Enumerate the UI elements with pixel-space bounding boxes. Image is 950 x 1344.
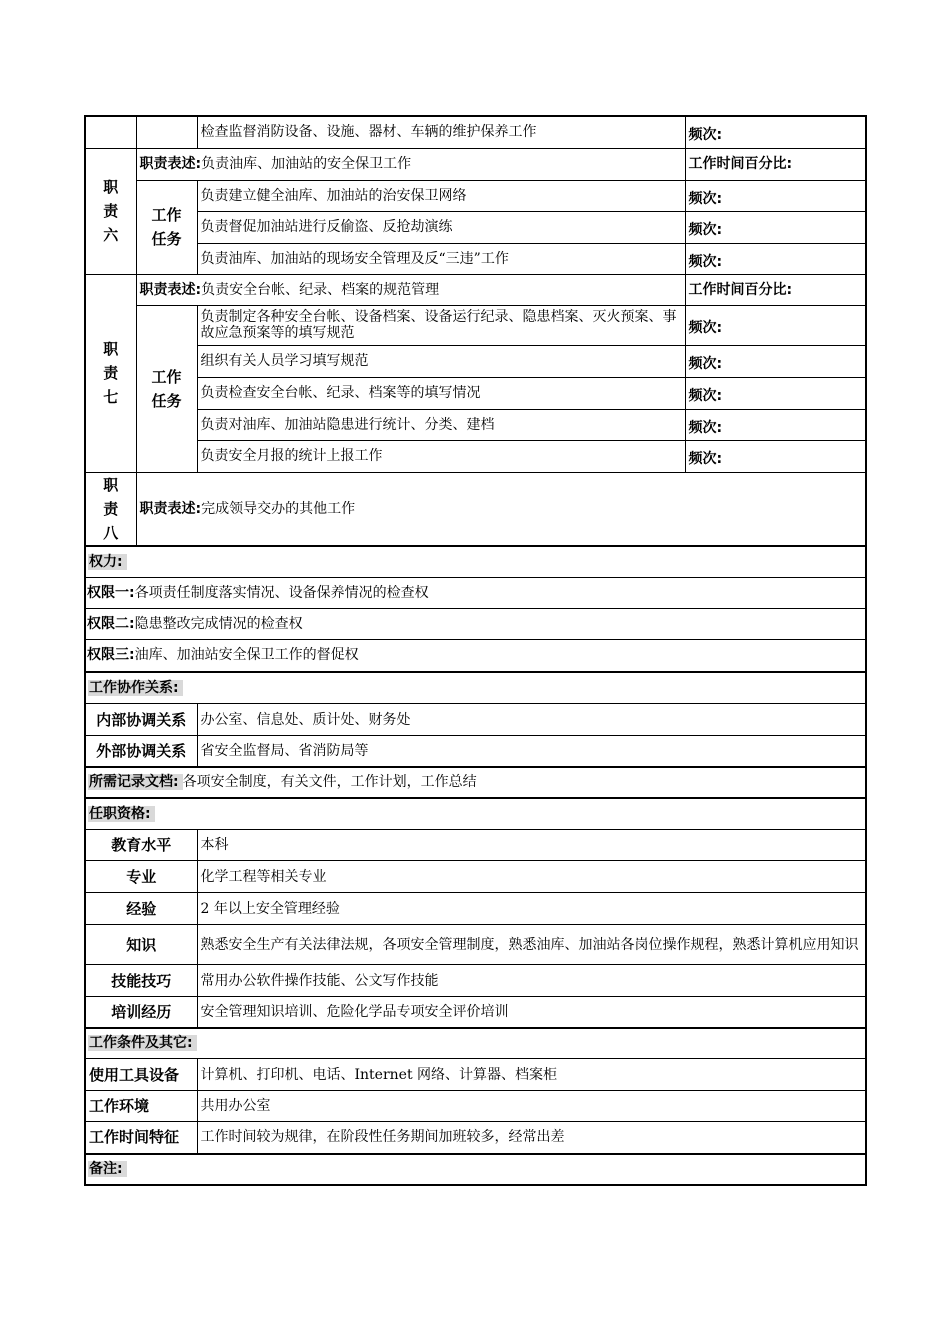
table-row: [85, 704, 866, 736]
table-row: [85, 305, 866, 345]
frequency-label: 频次:: [685, 305, 866, 345]
duty6-desc-row: [85, 148, 866, 180]
frequency-label: 频次:: [685, 180, 866, 211]
table-row: 专业 化学工程等相关专业: [85, 861, 866, 893]
table-row: [85, 440, 866, 472]
frequency-label: 频次:: [685, 211, 866, 243]
external-label: 外部协调关系: [85, 736, 197, 767]
duty8-description: 职责表述:完成领导交办的其他工作: [136, 472, 866, 546]
records-label: 所需记录文档:: [88, 774, 183, 790]
power-title: 权力:: [88, 554, 127, 570]
duty7-percent-label: 工作时间百分比:: [685, 274, 866, 305]
table-row: 工作时间特征 工作时间较为规律，在阶段性任务期间加班较多，经常出差: [85, 1122, 866, 1154]
table-row: [85, 116, 866, 148]
frequency-label: 频次:: [685, 409, 866, 440]
task-text: 负责安全月报的统计上报工作: [197, 440, 685, 472]
duty6-percent-label: 工作时间百分比:: [685, 148, 866, 180]
relations-header-row: [85, 672, 866, 704]
frequency-label: 频次:: [685, 243, 866, 274]
table-row: [85, 377, 866, 409]
table-row: 使用工具设备 计算机、打印机、电话、Internet 网络、计算器、档案柜: [85, 1059, 866, 1091]
task-text: 负责对油库、加油站隐患进行统计、分类、建档: [197, 409, 685, 440]
table-row: 权限二:隐患整改完成情况的检查权: [85, 609, 866, 640]
job-description-table: [84, 115, 865, 1186]
frequency-label: 频次:: [685, 377, 866, 409]
power-header-row: [85, 546, 866, 578]
table-row: [85, 243, 866, 274]
task-text: 负责检查安全台帐、纪录、档案等的填写情况: [197, 377, 685, 409]
frequency-label: 频次:: [685, 345, 866, 377]
conditions-title: 工作条件及其它:: [88, 1035, 197, 1051]
task-text: 负责油库、加油站的现场安全管理及反“三违”工作: [197, 243, 685, 274]
duty6-task-label: 工作 任务: [136, 180, 197, 274]
table-row: 权限三:油库、加油站安全保卫工作的督促权: [85, 640, 866, 672]
table-row: [85, 345, 866, 377]
task-text: 负责制定各种安全台帐、设备档案、设备运行纪录、隐患档案、灭火预案、事故应急预案等的填写规范: [197, 305, 685, 345]
table-row: 技能技巧 常用办公软件操作技能、公文写作技能: [85, 965, 866, 997]
external-value: 省安全监督局、省消防局等: [197, 736, 866, 767]
duty7-task-label: 工作 任务: [136, 305, 197, 472]
duty8-label: 职 责 八: [85, 472, 136, 546]
qualification-header-row: [85, 798, 866, 830]
table-row: 知识 熟悉安全生产有关法律法规，各项安全管理制度，熟悉油库、加油站各岗位操作规程，熟悉计算机应用知识: [85, 925, 866, 965]
table-row: [85, 211, 866, 243]
task-text: 负责建立健全油库、加油站的治安保卫网络: [197, 180, 685, 211]
table-row: 权限一:各项责任制度落实情况、设备保养情况的检查权: [85, 578, 866, 609]
qualification-title: 任职资格:: [88, 806, 155, 822]
relations-title: 工作协作关系:: [88, 680, 183, 696]
task-text: 检查监督消防设备、设施、器材、车辆的维护保养工作: [197, 116, 685, 148]
task-text: 负责督促加油站进行反偷盗、反抢劫演练: [197, 211, 685, 243]
duty6-label: 职 责 六: [85, 148, 136, 274]
internal-label: 内部协调关系: [85, 704, 197, 736]
table-row: [85, 409, 866, 440]
duty8-row: [85, 472, 866, 546]
remarks-row: [85, 1154, 866, 1185]
table-row: [85, 736, 866, 767]
table-row: 经验 2 年以上安全管理经验: [85, 893, 866, 925]
frequency-label: 频次:: [685, 440, 866, 472]
table-row: [85, 180, 866, 211]
conditions-header-row: [85, 1028, 866, 1059]
duty7-description: 职责表述:负责安全台帐、纪录、档案的规范管理: [136, 274, 685, 305]
table-row: 培训经历 安全管理知识培训、危险化学品专项安全评价培训: [85, 997, 866, 1028]
task-text: 组织有关人员学习填写规范: [197, 345, 685, 377]
table-row: 教育水平 本科: [85, 830, 866, 861]
records-text: 各项安全制度，有关文件，工作计划，工作总结: [182, 774, 477, 790]
frequency-label: 频次:: [685, 116, 866, 148]
table-row: 工作环境 共用办公室: [85, 1091, 866, 1122]
duty6-description: 职责表述:负责油库、加油站的安全保卫工作: [136, 148, 685, 180]
duty7-desc-row: [85, 274, 866, 305]
internal-value: 办公室、信息处、质计处、财务处: [197, 704, 866, 736]
duty7-label: 职 责 七: [85, 274, 136, 472]
remarks-title: 备注:: [88, 1161, 127, 1177]
records-row: [85, 767, 866, 798]
